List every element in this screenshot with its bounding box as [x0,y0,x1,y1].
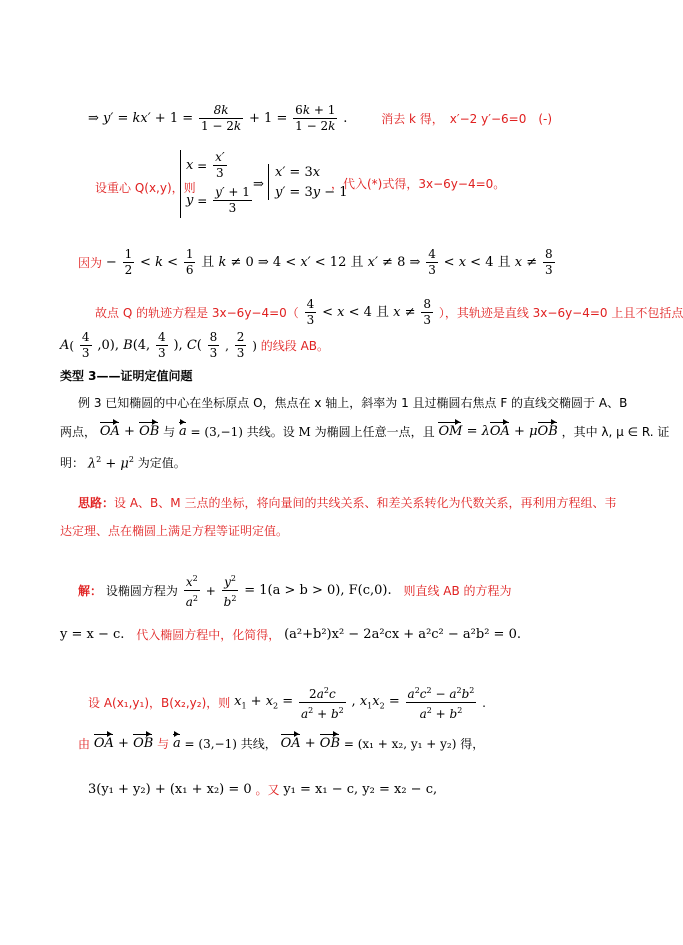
solution-line-3: 设 A(x₁,y₁)，B(x₂,y₂)，则 $x_1 + x_2$ = $\frac{2a^2c}{a^2 + b^2}$ , $x_1x_2$ = $\frac{a^2c^2 - a^2b^2}{a^2 + b^2}$ . [88,683,486,722]
example3-collinear: = (3,−1) 共线。设 M 为椭圆上任意一点，且 [190,424,435,439]
system-1-eq-a: x = $\frac{x'}{3}$ [186,150,225,180]
system-brace-1 [180,150,181,218]
trajectory-text-b: ），其轨迹是直线 3x−6y−4=0 上且不包括点 [438,305,683,320]
substitute-result: ，代入(*)式得，3x−6y−4=0。 [331,177,506,191]
set-points-text: 设 A(x₁,y₁)，B(x₂,y₂)，则 [88,695,231,710]
solution-line-4: 由 OA + OB 与 a = (3,−1) 共线， OA + OB = (x₁ + x₂, y₁ + y₂) 得， [78,736,485,751]
trajectory-text-a: 故点 Q 的轨迹方程是 3x−6y−4=0（ [95,305,299,320]
system-1-eq-b: y = $\frac{y' + 1}{3}$ [186,185,250,215]
section-title: 类型 3——证明定值问题 [60,369,193,383]
example3-constant: 为定值。 [137,456,186,471]
example3-line-1: 例 3 已知椭圆的中心在坐标原点 O，焦点在 x 轴上，斜率为 1 且过椭圆右焦点 F 的直线交椭圆于 A、B [78,396,628,410]
solution-line-5 [88,783,437,796]
solution-line-1: 解： 设椭圆方程为 $\frac{x^2}{a^2}$ + $\frac{y^2}{b^2}$ = 1(a > b > 0), F(c,0). 则直线 AB 的方程为 [78,571,512,610]
from-text: 由 [78,736,91,751]
points-line: A( $\frac{4}{3}$ ,0), B(4, $\frac{4}{3}$ ), C( $\frac{8}{3}$ , $\frac{2}{3}$ ) 的线段 AB。 [60,330,330,360]
example3-two-points: 两点， [60,424,97,439]
segment-ab-text: 的线段 AB。 [260,338,330,353]
derivation-line-1: ⇒ y′ = kx′ + 1 = $\frac{8k}{1 - 2k}$ + 1 = $\frac{6k + 1}{1 - 2k}$ . 消去 k 得， x′−2 y′−6=0 (-) [88,103,553,133]
example3-where: ，其中 λ, μ ∈ R. 证 [561,424,670,439]
solution-set-ellipse: 设椭圆方程为 [105,583,178,598]
also-text: 。又 [255,782,280,797]
vector-sum-text: = (x₁ + x₂, y₁ + y₂) 得， [343,736,485,751]
ellipse-condition: = 1(a > b > 0), F(c,0). [244,583,392,598]
y-relations: y₁ = x₁ − c, y₂ = x₂ − c, [283,782,438,797]
range-line: 因为 − $\frac{1}{2}$ < k < $\frac{1}{6}$ 且 k ≠ 0 ⇒ 4 < x′ < 12 且 x′ ≠ 8 ⇒ $\frac{4}{3}$ < x < 4 且 x ≠ $\frac{8}{3}$ [78,247,553,277]
collinear-equation: 3(y₁ + y₂) + (x₁ + x₂) = 0 [88,782,252,797]
example3-prove: 明： [60,456,85,471]
centroid-tail [331,178,505,190]
collinear-text: = (3,−1) 共线， [184,736,277,751]
solution-label: 解： [78,583,103,598]
implies-arrow: ⇒ [253,177,264,192]
solution-line-2 [60,628,521,641]
system-2-eq-a: x′ = 3x [275,165,321,180]
system-2-eq-b: y′ = 3y − 1 [275,185,348,200]
centroid-lead-text: 设重心 Q(x,y)，则 [95,181,196,195]
idea-label: 思路： [78,496,115,510]
system-brace-2 [268,164,269,200]
idea-text-1: 设 A、B、M 三点的坐标，将向量间的共线关系、和差关系转化为代数关系，再利用方程组、韦 [114,496,617,510]
idea-line-2: 达定理、点在椭圆上满足方程等证明定值。 [60,524,289,538]
line-equation: y = x − c. [60,627,125,642]
with-text: 与 [157,736,170,751]
trajectory-line: 故点 Q 的轨迹方程是 3x−6y−4=0（ $\frac{4}{3}$ < x < 4 且 x ≠ $\frac{8}{3}$ ），其轨迹是直线 3x−6y−4=0 上且不包括点 [95,297,683,327]
because-text: 因为 [78,255,103,270]
example3-line-3: 明： $\lambda^2 + \mu^2$ 为定值。 [60,455,186,472]
example3-with: 与 [163,424,176,439]
example3-line-2: 两点， OA + OB 与 a = (3,−1) 共线。设 M 为椭圆上任意一点，且 OM = λOA + μOB ，其中 λ, μ ∈ R. 证 [60,424,670,439]
quadratic-equation: (a²+b²)x² − 2a²cx + a²c² − a²b² = 0. [284,627,521,642]
substitute-text: 代入椭圆方程中，化简得， [136,627,281,642]
idea-line-1 [78,497,616,509]
line-ab-intro: 则直线 AB 的方程为 [403,583,512,598]
eliminate-k-note: 消去 k 得， x′−2 y′−6=0 (-) [381,111,553,126]
